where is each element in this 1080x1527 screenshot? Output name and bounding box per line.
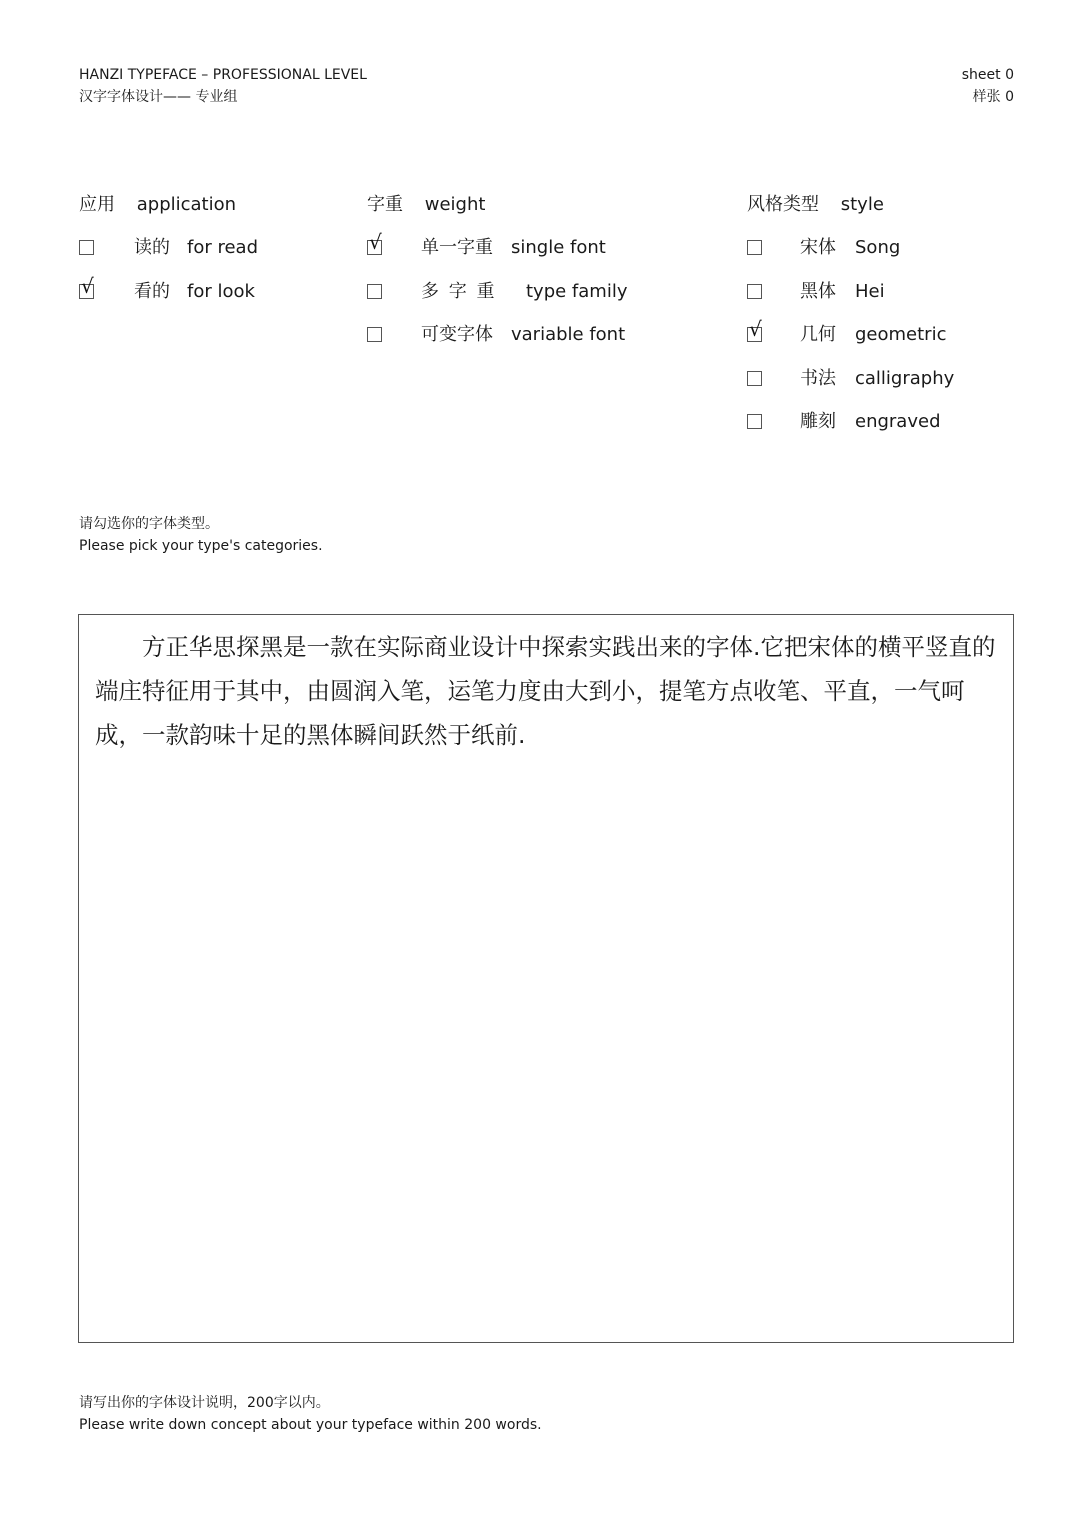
write-instructions xyxy=(79,1392,542,1436)
option-variable-font[interactable] xyxy=(367,322,707,348)
option-song[interactable] xyxy=(747,235,1027,261)
option-label-en: type family xyxy=(526,280,628,302)
checkbox[interactable] xyxy=(747,371,762,386)
option-label-en: single font xyxy=(511,237,606,258)
checkbox[interactable] xyxy=(367,284,382,299)
weight-heading-zh: 字重 xyxy=(367,194,403,215)
option-hei[interactable] xyxy=(747,279,1027,305)
check-mark-icon: √ xyxy=(81,273,94,298)
option-for-look[interactable] xyxy=(79,273,319,305)
option-type-family[interactable] xyxy=(367,279,707,305)
option-label-en: for look xyxy=(187,280,255,302)
checkbox[interactable] xyxy=(367,327,382,342)
option-label-zh: 读的 xyxy=(134,237,170,258)
application-heading-en: application xyxy=(136,194,237,215)
checkbox[interactable] xyxy=(747,240,762,255)
option-engraved[interactable] xyxy=(747,409,1027,435)
weight-heading xyxy=(367,192,707,218)
weight-heading-en: weight xyxy=(424,194,486,215)
option-label-en: variable font xyxy=(511,324,626,345)
option-label-zh: 宋体 xyxy=(800,237,836,258)
header-title-en: HANZI TYPEFACE – PROFESSIONAL LEVEL xyxy=(79,67,367,83)
checkbox-checked[interactable] xyxy=(79,273,94,299)
option-label-zh: 几何 xyxy=(800,324,836,345)
option-calligraphy[interactable] xyxy=(747,366,1027,392)
option-label-zh: 可变字体 xyxy=(421,324,493,345)
application-group xyxy=(79,192,319,322)
write-instructions-zh: 请写出你的字体设计说明，200字以内。 xyxy=(79,1395,330,1411)
check-mark-icon: √ xyxy=(749,317,762,341)
checkbox[interactable] xyxy=(79,240,94,255)
option-label-zh: 看的 xyxy=(134,280,170,302)
checkbox-checked[interactable] xyxy=(747,317,762,342)
option-label-zh: 多 字 重 xyxy=(421,280,495,302)
option-for-read[interactable] xyxy=(79,235,319,261)
style-group xyxy=(747,192,1027,453)
concept-text-box[interactable] xyxy=(78,614,1014,1343)
concept-text: 方正华思探黑是一款在实际商业设计中探索实践出来的字体.它把宋体的横平竖直的端庄特征用于其中，由圆润入笔，运笔力度由大到小，提笔方点收笔、平直，一气呵成，一款韵味十足的黑体瞬间跃然于纸前. xyxy=(95,633,996,749)
option-label-en: calligraphy xyxy=(855,367,955,389)
style-heading-en: style xyxy=(840,194,884,215)
option-label-en: Song xyxy=(855,237,901,258)
checkbox-checked[interactable] xyxy=(367,230,382,255)
option-label-zh: 黑体 xyxy=(800,280,836,302)
check-mark-icon: √ xyxy=(369,230,382,254)
option-label-en: Hei xyxy=(855,280,885,302)
checkbox[interactable] xyxy=(747,284,762,299)
header-title xyxy=(79,64,367,108)
option-geometric[interactable] xyxy=(747,317,1027,348)
option-label-zh: 书法 xyxy=(800,367,836,389)
application-heading xyxy=(79,192,319,218)
header-title-zh: 汉字字体设计—— 专业组 xyxy=(79,89,238,105)
style-heading xyxy=(747,192,1027,218)
weight-group xyxy=(367,192,707,366)
sheet-number xyxy=(962,64,1014,108)
pick-instructions xyxy=(79,513,323,557)
option-label-en: for read xyxy=(187,237,259,258)
option-label-zh: 单一字重 xyxy=(421,237,493,258)
pick-instructions-zh: 请勾选你的字体类型。 xyxy=(79,516,219,532)
option-label-en: geometric xyxy=(855,324,947,345)
style-heading-zh: 风格类型 xyxy=(747,194,819,215)
option-label-en: engraved xyxy=(855,411,941,432)
option-single-font[interactable] xyxy=(367,230,707,261)
write-instructions-en: Please write down concept about your typeface within 200 words. xyxy=(79,1417,542,1433)
option-label-zh: 雕刻 xyxy=(800,411,836,432)
sheet-number-zh: 样张 0 xyxy=(972,89,1014,105)
pick-instructions-en: Please pick your type's categories. xyxy=(79,538,323,554)
sheet-number-en: sheet 0 xyxy=(961,67,1014,83)
application-heading-zh: 应用 xyxy=(79,194,115,215)
checkbox[interactable] xyxy=(747,414,762,429)
